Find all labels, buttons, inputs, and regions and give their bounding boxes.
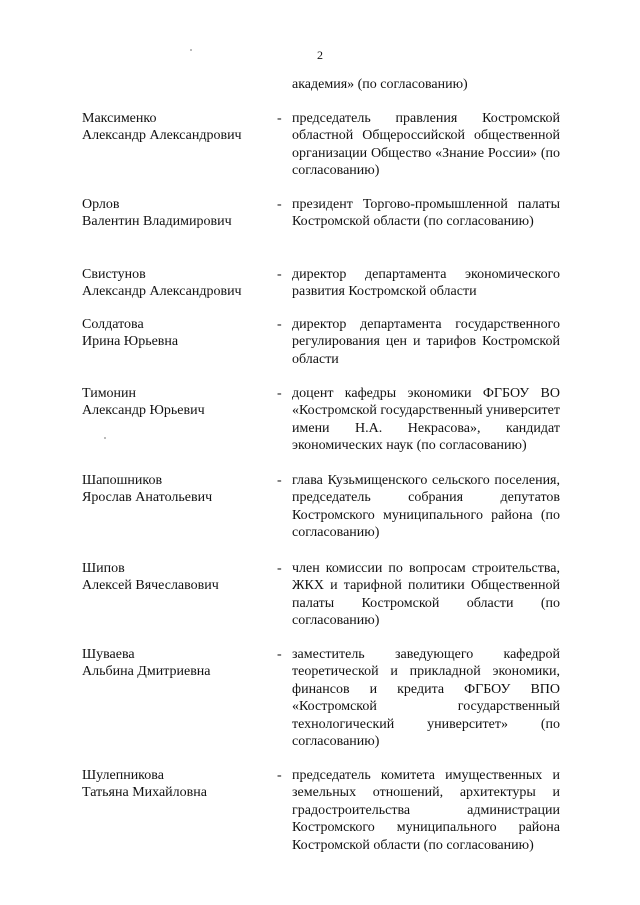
member-role: председатель правления Костромской областной Общероссийской общественной организации Общество «Знание России» (по согласованию) — [292, 111, 560, 179]
member-surname: Солдатова — [82, 317, 144, 332]
member-given-names: Александр Александрович — [82, 128, 242, 143]
member-name — [82, 646, 272, 680]
member-given-names: Алексей Вячеславович — [82, 578, 219, 593]
member-surname: Максименко — [82, 111, 157, 126]
member-given-names: Ярослав Анатольевич — [82, 490, 213, 505]
member-role: заместитель заведующего кафедрой теоретической и прикладной экономики, финансов и кредита ФГБОУ ВПО «Костромской государственный технологический университет» (по согласованию) — [292, 647, 560, 750]
member-role: председатель комитета имущественных и земельных отношений, архитектуры и градостроительства администрации Костромского муниципального района Костромской области (по согласованию) — [292, 768, 560, 853]
scan-speck — [190, 49, 192, 51]
separator-dash: - — [277, 111, 282, 126]
member-given-names: Александр Александрович — [82, 284, 242, 299]
member-name — [82, 767, 272, 801]
separator-dash: - — [277, 647, 282, 662]
scan-speck — [104, 437, 106, 439]
member-role: директор департамента экономического развития Костромской области — [292, 267, 560, 300]
member-name — [82, 266, 272, 300]
member-name — [82, 196, 272, 230]
member-given-names: Александр Юрьевич — [82, 403, 205, 418]
member-surname: Свистунов — [82, 267, 146, 282]
member-surname: Тимонин — [82, 386, 137, 401]
separator-dash: - — [277, 768, 282, 783]
separator-dash: - — [277, 473, 282, 488]
separator-dash: - — [277, 386, 282, 401]
separator-dash: - — [277, 561, 282, 576]
member-surname: Шапошников — [82, 473, 163, 488]
member-given-names: Валентин Владимирович — [82, 214, 232, 229]
member-surname: Шулепникова — [82, 768, 164, 783]
member-name — [82, 472, 272, 506]
member-surname: Шипов — [82, 561, 125, 576]
member-name — [82, 110, 272, 144]
member-name — [82, 560, 272, 594]
member-role: директор департамента государственного регулирования цен и тарифов Костромской области — [292, 317, 560, 367]
member-name — [82, 385, 272, 419]
member-given-names: Альбина Дмитриевна — [82, 664, 211, 679]
separator-dash: - — [277, 267, 282, 282]
member-given-names: Татьяна Михайловна — [82, 785, 207, 800]
member-surname: Орлов — [82, 197, 120, 212]
member-surname: Шуваева — [82, 647, 135, 662]
page-number: 2 — [317, 48, 323, 62]
continuation-text: академия» (по согласованию) — [292, 77, 468, 92]
member-name — [82, 316, 272, 350]
member-role: доцент кафедры экономики ФГБОУ ВО «Костромской государственный университет имени Н.А. Некрасова», кандидат экономических наук (по согласованию) — [292, 386, 560, 454]
separator-dash: - — [277, 317, 282, 332]
member-given-names: Ирина Юрьевна — [82, 334, 179, 349]
member-role: глава Кузьмищенского сельского поселения, председатель собрания депутатов Костромского муниципального района (по согласованию) — [292, 473, 560, 541]
separator-dash: - — [277, 197, 282, 212]
member-role: член комиссии по вопросам строительства, ЖКХ и тарифной политики Общественной палаты Костромской области (по согласованию) — [292, 561, 560, 629]
member-role: президент Торгово-промышленной палаты Костромской области (по согласованию) — [292, 197, 560, 230]
